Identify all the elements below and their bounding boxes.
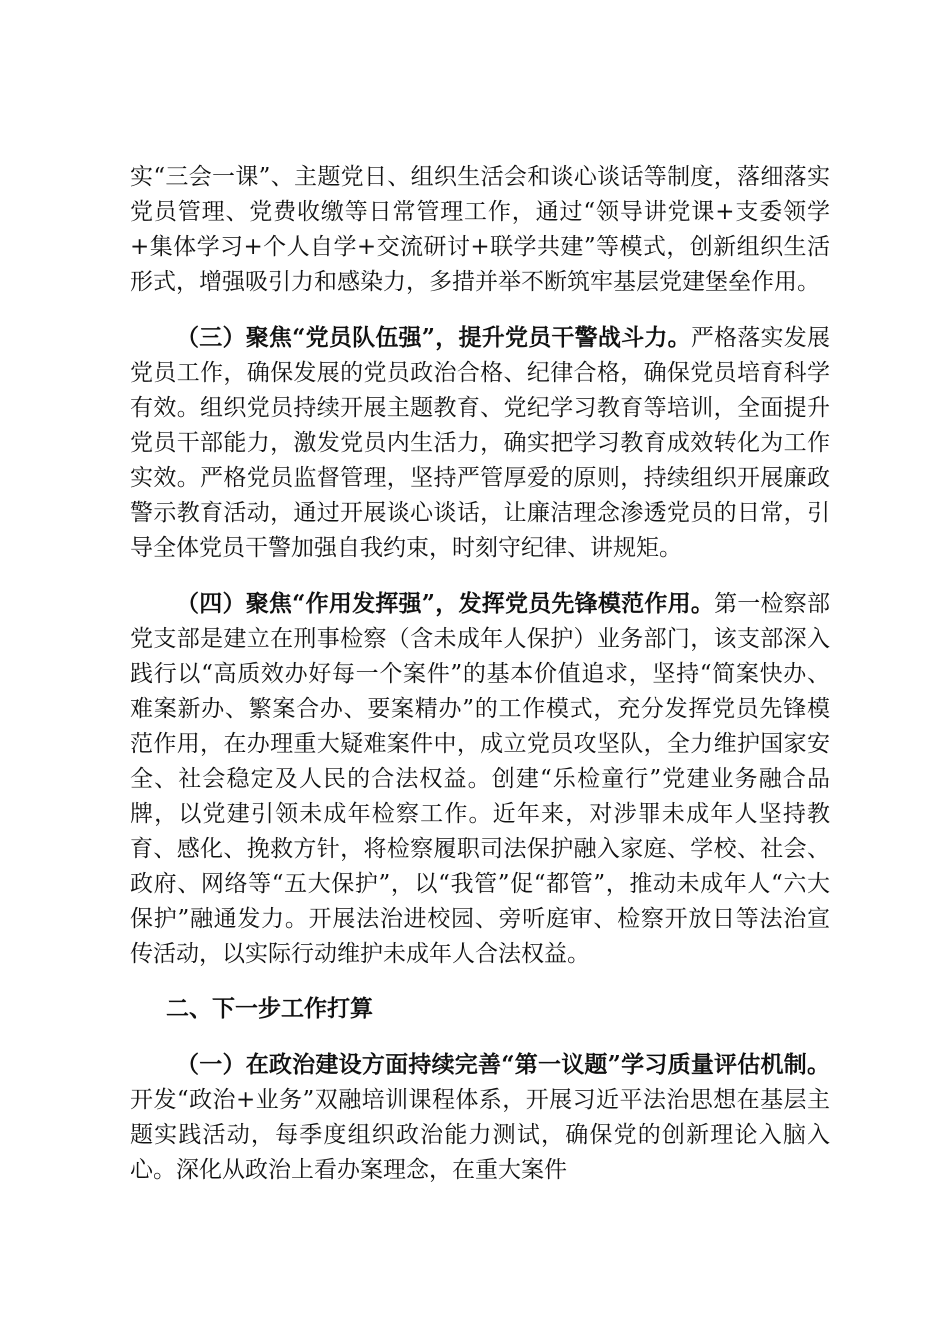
paragraph-lead: （三）聚焦“党员队伍强”，提升党员干警战斗力。 [176,324,691,351]
paragraph-political-building [130,1047,830,1188]
paragraph-body: 开发“政治+业务”双融培训课程体系，开展习近平法治思想在基层主题实践活动，每季度组织政治能力测试，确保党的创新理论入脑入心。深化从政治上看办案理念，在重大案件 [130,1087,830,1183]
paragraph-lead: （一）在政治建设方面持续完善“第一议题”学习质量评估机制。 [176,1051,830,1078]
paragraph-lead: （四）聚焦“作用发挥强”，发挥党员先锋模范作用。 [176,590,715,617]
paragraph-body: 实“三会一课”、主题党日、组织生活会和谈心谈话等制度，落细落实党员管理、党费收缴等日常管理工作，通过“领导讲党课+支委领学+集体学习+个人自学+交流研讨+联学共建”等模式，创新组织生活形式，增强吸引力和感染力，多措并举不断筑牢基层党建堡垒作用。 [130,164,830,295]
section-heading: 二、下一步工作打算 [166,996,373,1022]
paragraph-body: 第一检察部党支部是建立在刑事检察（含未成年人保护）业务部门，该支部深入践行以“高质效办好每一个案件”的基本价值追求，坚持“简案快办、难案新办、繁案合办、要案精办”的工作模式，充分发挥党员先锋模范作用，在办理重大疑难案件中，成立党员攻坚队，全力维护国家安全、社会稳定及人民的合法权益。创建“乐检童行”党建业务融合品牌，以党建引领未成年检察工作。近年来，对涉罪未成年人坚持教育、感化、挽救方针，将检察履职司法保护融入家庭、学校、社会、政府、网络等“五大保护”，以“我管”促“都管”，推动未成年人“六大保护”融通发力。开展法治进校园、旁听庭审、检察开放日等法治宣传活动，以实际行动维护未成年人合法权益。 [130,591,830,967]
paragraph-body: 严格落实发展党员工作，确保发展的党员政治合格、纪律合格，确保党员培育科学有效。组织党员持续开展主题教育、党纪学习教育等培训，全面提升党员干部能力，激发党员内生活力，确实把学习教育成效转化为工作实效。严格党员监督管理，坚持严管厚爱的原则，持续组织开展廉政警示教育活动，通过开展谈心谈话，让廉洁理念渗透党员的日常，引导全体党员干警加强自我约束，时刻守纪律、讲规矩。 [130,325,830,561]
paragraph-continuation [130,160,830,300]
paragraph-party-team [130,320,830,566]
paragraph-vanguard-role [130,586,830,972]
document-page [130,160,830,1208]
